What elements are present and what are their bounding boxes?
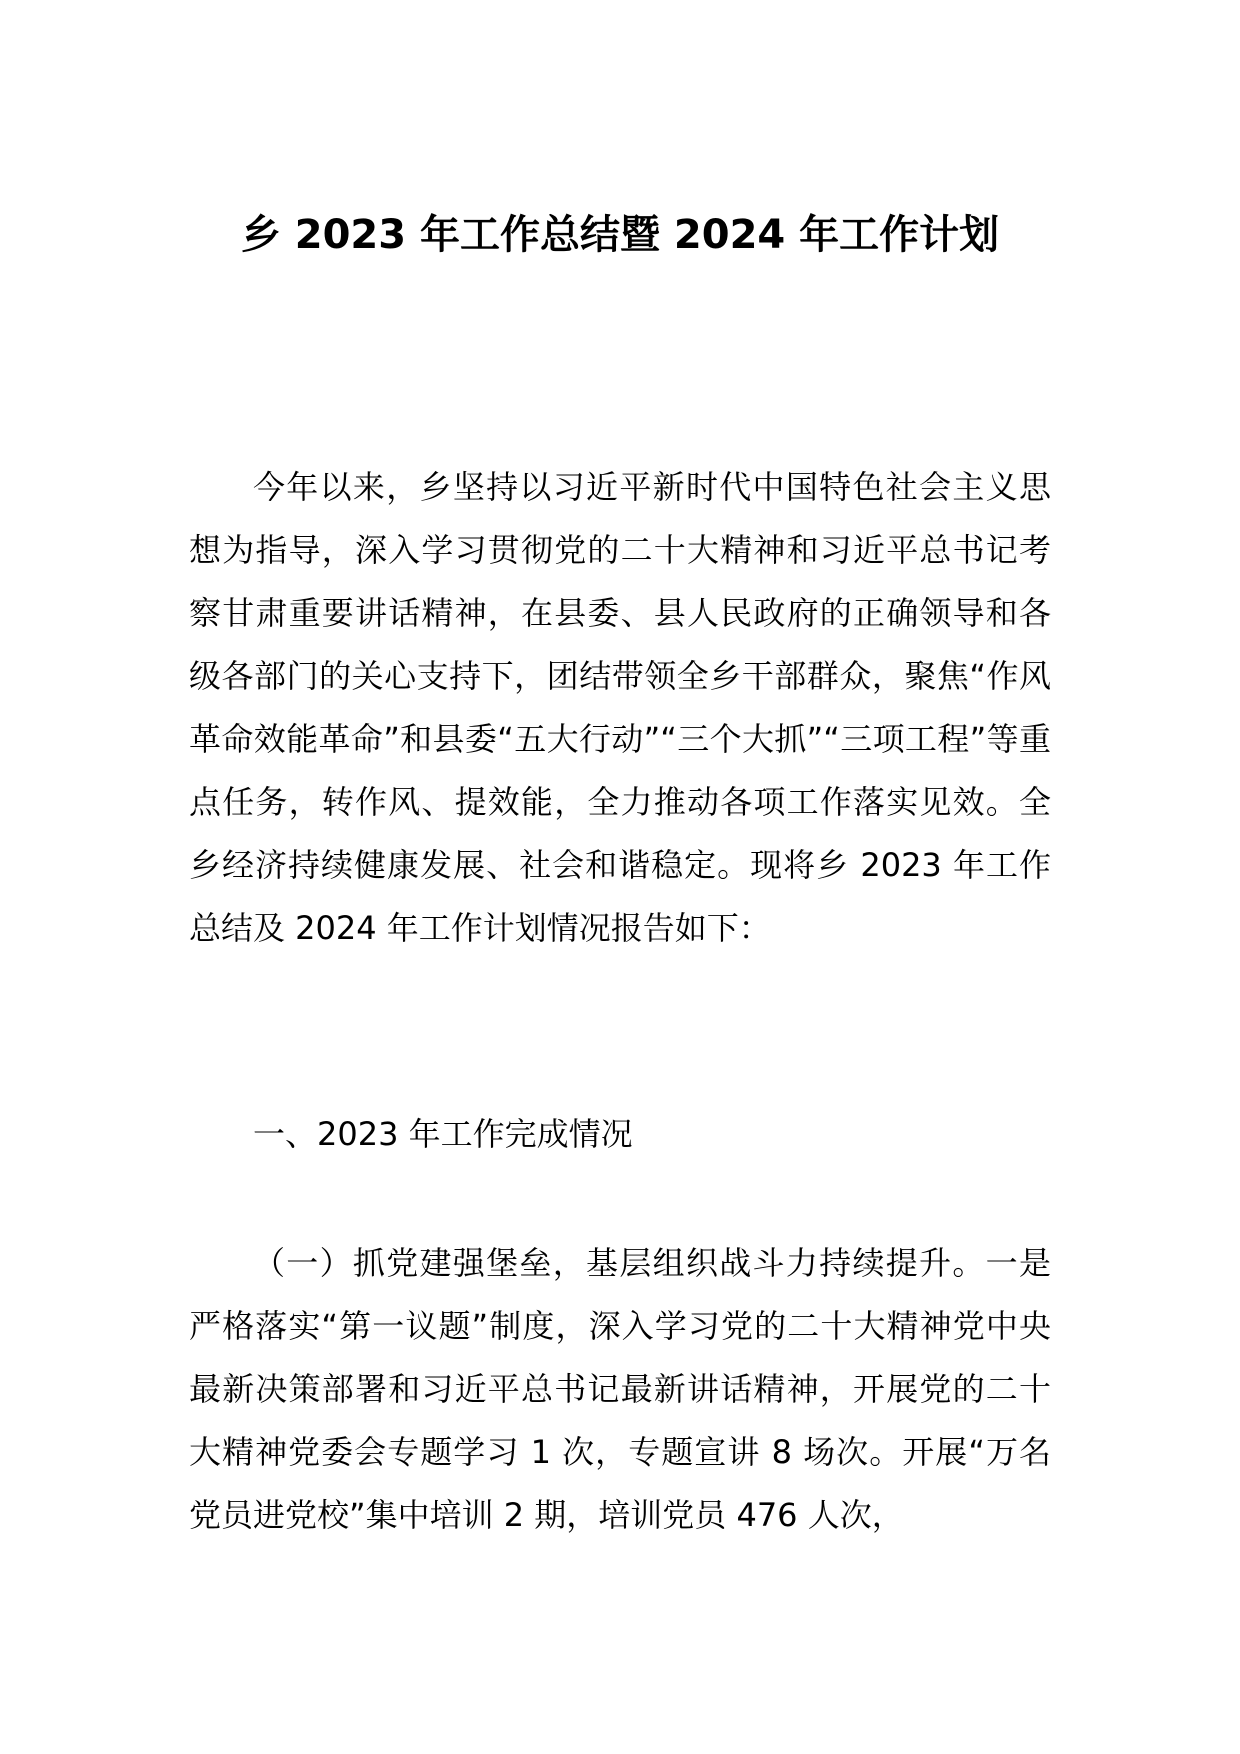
section-paragraph-party-building: （一）抓党建强堡垒，基层组织战斗力持续提升。一是严格落实“第一议题”制度，深入学习党的二十大精神党中央最新决策部署和习近平总书记最新讲话精神，开展党的二十大精神党委会专题学习 1 次，专题宣讲 8 场次。开展“万名党员进党校”集中培训 2 期，培训党员 476 人次， bbox=[189, 1244, 1051, 1534]
intro-paragraph: 今年以来，乡坚持以习近平新时代中国特色社会主义思想为指导，深入学习贯彻党的二十大精神和习近平总书记考察甘肃重要讲话精神，在县委、县人民政府的正确领导和各级各部门的关心支持下，团结带领全乡干部群众，聚焦“作风革命效能革命”和县委“五大行动”“三个大抓”“三项工程”等重点任务，转作风、提效能，全力推动各项工作落实见效。全乡经济持续健康发展、社会和谐稳定。现将乡 2023 年工作总结及 2024 年工作计划情况报告如下： bbox=[189, 468, 1051, 947]
section-heading-2023-work: 一、2023 年工作完成情况 bbox=[253, 1115, 633, 1153]
document-title: 乡 2023 年工作总结暨 2024 年工作计划 bbox=[240, 212, 1000, 258]
